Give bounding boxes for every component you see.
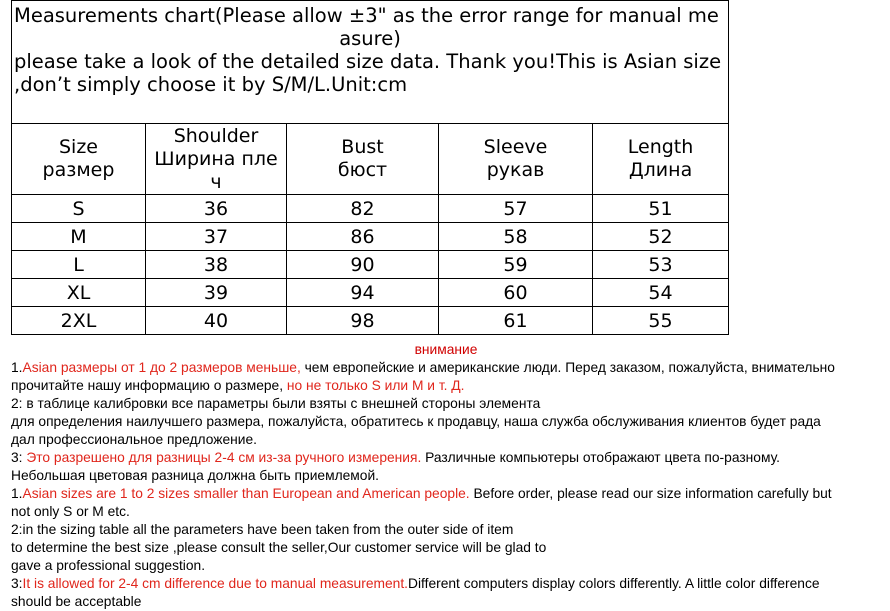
cell-sleeve: 59 <box>439 251 593 279</box>
size-chart-table <box>11 0 729 335</box>
column-header-shoulder: Shoulder Ширина пле ч <box>146 124 287 195</box>
cell-shoulder: 38 <box>146 251 287 279</box>
cell-sleeve: 57 <box>439 195 593 223</box>
note-en-2b: to determine the best size ,please consult the seller,Our customer service will be glad to <box>11 540 547 555</box>
cell-bust: 98 <box>287 307 439 335</box>
cell-bust: 82 <box>287 195 439 223</box>
chart-notice <box>12 1 729 124</box>
notes-title: внимание <box>414 342 478 357</box>
cell-bust: 90 <box>287 251 439 279</box>
column-header-bust: Bust бюст <box>287 124 439 195</box>
note-en-2a: 2:in the sizing table all the parameters have been taken from the outer side of item <box>11 522 514 537</box>
table-header-row <box>12 124 729 195</box>
cell-sleeve: 61 <box>439 307 593 335</box>
cell-size: S <box>12 195 146 223</box>
cell-shoulder: 37 <box>146 223 287 251</box>
note-ru-3b: Небольшая цветовая разница должна быть приемлемой. <box>11 468 379 483</box>
cell-sleeve: 58 <box>439 223 593 251</box>
note-en-3b: should be acceptable <box>11 594 142 609</box>
column-header-size: Size размер <box>12 124 146 195</box>
table-row <box>12 195 729 223</box>
cell-size: XL <box>12 279 146 307</box>
cell-shoulder: 39 <box>146 279 287 307</box>
cell-length: 53 <box>593 251 729 279</box>
cell-length: 51 <box>593 195 729 223</box>
notice-line-3: please take a look of the detailed size data. Thank you!This is Asian size <box>14 50 722 73</box>
cell-shoulder: 40 <box>146 307 287 335</box>
column-header-length: Length Длина <box>593 124 729 195</box>
cell-length: 55 <box>593 307 729 335</box>
cell-size: M <box>12 223 146 251</box>
note-ru-1: 1.Asian размеры от 1 до 2 размеров меньше, чем европейские и американские люди. Перед заказом, пожалуйста, внимательно <box>11 360 835 375</box>
table-row <box>12 307 729 335</box>
column-header-sleeve: Sleeve рукав <box>439 124 593 195</box>
cell-shoulder: 36 <box>146 195 287 223</box>
cell-size: L <box>12 251 146 279</box>
table-row <box>12 279 729 307</box>
cell-length: 52 <box>593 223 729 251</box>
size-notes <box>11 341 881 611</box>
note-ru-2a: 2: в таблице калибровки все параметры были взяты с внешней стороны элемента <box>11 396 541 411</box>
cell-bust: 94 <box>287 279 439 307</box>
note-ru-1b: прочитайте нашу информацию о размере, но не только S или M и т. Д. <box>11 378 465 393</box>
table-row <box>12 223 729 251</box>
note-ru-3: 3: Это разрешено для разницы 2-4 см из-за ручного измерения. Различные компьютеры отображают цвета по-разному. <box>11 450 780 465</box>
note-ru-2c: дал профессиональное предложение. <box>11 432 257 447</box>
note-ru-2b: для определения наилучшего размера, пожалуйста, обратитесь к продавцу, наша служба обслуживания клиентов будет рада <box>11 414 821 429</box>
cell-sleeve: 60 <box>439 279 593 307</box>
notice-line-4: ,don’t simply choose it by S/M/L.Unit:cm <box>14 73 408 96</box>
note-en-2c: gave a professional suggestion. <box>11 558 206 573</box>
cell-size: 2XL <box>12 307 146 335</box>
table-row <box>12 251 729 279</box>
notice-line-1: Measurements chart(Please allow ±3" as the error range for manual me <box>14 4 719 27</box>
note-en-1b: not only S or M etc. <box>11 504 130 519</box>
cell-length: 54 <box>593 279 729 307</box>
note-en-1: 1.Asian sizes are 1 to 2 sizes smaller than European and American people. Before order, please read our size information carefully but <box>11 486 832 501</box>
notice-line-2: asure) <box>339 27 401 50</box>
note-en-3: 3:It is allowed for 2-4 cm difference due to manual measurement.Different computers display colors differently. A little color difference <box>11 576 820 591</box>
cell-bust: 86 <box>287 223 439 251</box>
